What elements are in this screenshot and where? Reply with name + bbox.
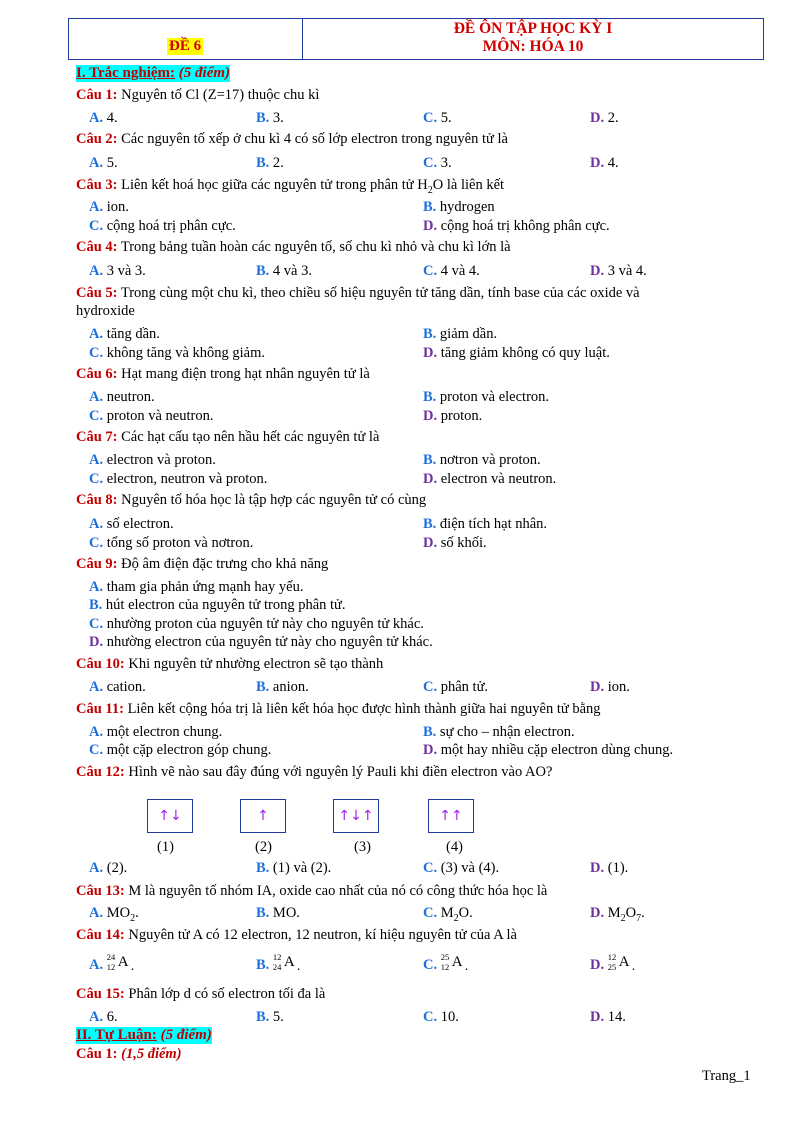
option-c[interactable] xyxy=(423,155,452,172)
question-13 xyxy=(76,883,547,900)
page-footer: Trang_1 xyxy=(702,1068,751,1084)
question-number: Câu 3: xyxy=(76,177,118,193)
question-2 xyxy=(76,131,508,148)
option-letter: B. xyxy=(423,326,437,342)
element-symbol: A xyxy=(283,954,295,970)
option-d[interactable] xyxy=(423,218,610,235)
question-text: Nguyên tử A có 12 electron, 12 neutron, kí hiệu nguyên tử của A là xyxy=(128,927,517,943)
option-text: hút electron của nguyên tử trong phân tử. xyxy=(105,597,346,613)
element-symbol: A xyxy=(117,954,129,970)
question-text: Nguyên tố hóa học là tập hợp các nguyên tử có cùng xyxy=(121,492,427,508)
question-text: Trong bảng tuần hoàn các nguyên tố, số chu kì nhỏ và chu kì lớn là xyxy=(120,239,511,255)
option-letter: D. xyxy=(423,471,438,487)
option-letter: D. xyxy=(590,263,605,279)
option-text: proton và neutron. xyxy=(106,408,214,424)
option-text: cộng hoá trị không phân cực. xyxy=(440,218,610,234)
question-1 xyxy=(76,87,319,104)
exam-title-cell xyxy=(303,19,763,59)
option-letter: C. xyxy=(89,218,104,234)
option-b[interactable] xyxy=(423,452,541,469)
option-text: sự cho – nhận electron. xyxy=(439,724,575,740)
option-text: anion. xyxy=(272,679,309,695)
section-1-heading xyxy=(76,65,230,82)
option-letter: D. xyxy=(423,345,438,361)
question-number: Câu 2: xyxy=(76,131,118,147)
option-c[interactable] xyxy=(423,1009,459,1026)
orbital-box-4: ↑↑ xyxy=(428,799,474,833)
section-2-heading xyxy=(76,1027,212,1044)
option-b[interactable] xyxy=(256,263,312,280)
option-letter: C. xyxy=(423,679,438,695)
option-a[interactable] xyxy=(89,155,118,172)
option-letter: C. xyxy=(423,905,438,921)
atomic-number: 24 xyxy=(272,962,282,972)
option-text: phân tử. xyxy=(440,679,489,695)
option-letter: B. xyxy=(89,597,103,613)
question-number: Câu 14: xyxy=(76,927,125,943)
option-b[interactable] xyxy=(256,860,331,877)
option-a[interactable] xyxy=(89,724,222,741)
option-text: tăng dần. xyxy=(106,326,160,342)
option-letter: D. xyxy=(590,110,605,126)
option-letter: C. xyxy=(423,155,438,171)
option-text: 4 và 4. xyxy=(440,263,480,279)
question-text: Trong cùng một chu kì, theo chiều số hiệu nguyên tử tăng dần, tính base của các oxide và xyxy=(120,285,640,301)
option-letter: C. xyxy=(423,860,438,876)
option-text: điện tích hạt nhân. xyxy=(439,516,548,532)
subscript: 2 xyxy=(130,912,136,924)
option-c[interactable] xyxy=(423,263,480,280)
formula-part: M xyxy=(440,905,454,921)
option-letter: D. xyxy=(590,905,605,921)
option-letter: C. xyxy=(89,616,104,632)
option-b[interactable] xyxy=(89,597,346,614)
period: . xyxy=(130,959,135,974)
option-d[interactable] xyxy=(423,535,487,552)
question-11 xyxy=(76,701,601,718)
option-a[interactable] xyxy=(89,516,174,533)
option-letter: D. xyxy=(590,679,605,695)
essay-question-1 xyxy=(76,1046,182,1063)
formula-part: O xyxy=(625,905,637,921)
subscript: 2 xyxy=(427,184,433,196)
option-letter: C. xyxy=(423,263,438,279)
isotope-symbol xyxy=(608,953,638,973)
option-d[interactable] xyxy=(590,905,645,924)
option-a[interactable] xyxy=(89,860,127,877)
option-c[interactable] xyxy=(89,408,213,425)
option-a[interactable] xyxy=(89,1009,118,1026)
question-number: Câu 11: xyxy=(76,701,124,717)
option-letter: A. xyxy=(89,679,104,695)
option-letter: D. xyxy=(590,860,605,876)
option-letter: B. xyxy=(256,263,270,279)
option-text: 4 và 3. xyxy=(272,263,312,279)
option-c[interactable] xyxy=(423,860,499,877)
option-b[interactable] xyxy=(256,1009,284,1026)
section-1-label: I. Trắc nghiệm: xyxy=(76,65,176,81)
option-text: 3 và 3. xyxy=(106,263,146,279)
option-b[interactable] xyxy=(256,953,303,974)
option-letter: A. xyxy=(89,110,104,126)
option-letter: A. xyxy=(89,579,104,595)
question-9 xyxy=(76,556,328,573)
option-text: (3) và (4). xyxy=(440,860,500,876)
question-number: Câu 4: xyxy=(76,239,118,255)
option-c[interactable] xyxy=(89,345,265,362)
orbital-label-2: (2) xyxy=(255,839,272,855)
option-b[interactable] xyxy=(423,326,497,343)
option-b[interactable] xyxy=(256,155,284,172)
option-text: 3. xyxy=(272,110,284,126)
orbital-box-2: ↑ xyxy=(240,799,286,833)
option-text: electron, neutron và proton. xyxy=(106,471,268,487)
option-text: 4. xyxy=(106,110,118,126)
option-letter: A. xyxy=(89,516,104,532)
option-text: (1). xyxy=(607,860,629,876)
mass-number: 12 xyxy=(272,952,282,962)
option-text: tổng số proton và nơtron. xyxy=(106,535,254,551)
question-text-cont: O là liên kết xyxy=(432,177,505,193)
option-text: số khối. xyxy=(440,535,487,551)
option-letter: B. xyxy=(423,516,437,532)
option-text: (2). xyxy=(106,860,128,876)
exam-subject: MÔN: HÓA 10 xyxy=(482,38,584,55)
section-2-label: II. Tự Luận: xyxy=(76,1027,157,1043)
option-letter: D. xyxy=(89,634,104,650)
option-a[interactable] xyxy=(89,263,146,280)
option-text: 5. xyxy=(106,155,118,171)
period: . xyxy=(296,959,301,974)
option-text: (1) và (2). xyxy=(272,860,332,876)
option-c[interactable] xyxy=(89,535,253,552)
question-text: Phân lớp d có số electron tối đa là xyxy=(128,986,326,1002)
option-d[interactable] xyxy=(590,110,619,127)
mass-number: 24 xyxy=(106,952,116,962)
option-text: 4. xyxy=(607,155,619,171)
option-c[interactable] xyxy=(89,742,271,759)
question-text: Hạt mang điện trong hạt nhân nguyên tử là xyxy=(121,366,370,382)
option-letter: B. xyxy=(423,724,437,740)
option-a[interactable] xyxy=(89,199,129,216)
option-b[interactable] xyxy=(423,199,495,216)
question-text: Liên kết cộng hóa trị là liên kết hóa học được hình thành giữa hai nguyên tử bằng xyxy=(127,701,601,717)
question-14 xyxy=(76,927,517,944)
option-c[interactable] xyxy=(89,218,236,235)
option-d[interactable] xyxy=(590,1009,626,1026)
option-letter: C. xyxy=(89,471,104,487)
option-text: một electron chung. xyxy=(106,724,223,740)
question-3 xyxy=(76,177,504,196)
option-letter: B. xyxy=(256,110,270,126)
question-text: Các hạt cấu tạo nên hầu hết các nguyên tử là xyxy=(121,429,380,445)
option-text: một hay nhiều cặp electron dùng chung. xyxy=(440,742,674,758)
mass-number: 25 xyxy=(440,952,450,962)
question-number: Câu 10: xyxy=(76,656,125,672)
isotope-symbol xyxy=(273,953,303,973)
option-letter: C. xyxy=(89,408,104,424)
option-c[interactable] xyxy=(89,471,267,488)
question-number: Câu 9: xyxy=(76,556,118,572)
isotope-symbol xyxy=(441,953,471,973)
option-text: nhường proton của nguyên tử này cho nguyên tử khác. xyxy=(106,616,424,632)
formula-part: O. xyxy=(458,905,473,921)
option-text: nơtron và proton. xyxy=(439,452,541,468)
option-letter: B. xyxy=(256,860,270,876)
question-text: Hình vẽ nào sau đây đúng với nguyên lý Pauli khi điền electron vào AO? xyxy=(128,764,553,780)
option-letter: B. xyxy=(256,957,270,973)
orbital-label-4: (4) xyxy=(446,839,463,855)
option-text: 2. xyxy=(607,110,619,126)
orbital-label-3: (3) xyxy=(354,839,371,855)
option-text: 14. xyxy=(607,1009,626,1025)
question-number: Câu 1: xyxy=(76,87,118,103)
option-letter: A. xyxy=(89,860,104,876)
option-text: 2. xyxy=(272,155,284,171)
option-letter: D. xyxy=(423,218,438,234)
option-letter: C. xyxy=(89,535,104,551)
exam-code: ĐỀ 6 xyxy=(169,38,202,54)
option-c[interactable] xyxy=(423,953,471,974)
option-text: cộng hoá trị phân cực. xyxy=(106,218,236,234)
option-text: 10. xyxy=(440,1009,459,1025)
formula-part: M xyxy=(607,905,621,921)
orbital-box-3: ↑↓↑ xyxy=(333,799,379,833)
question-number: Câu 8: xyxy=(76,492,118,508)
option-b[interactable] xyxy=(256,679,309,696)
option-b[interactable] xyxy=(423,724,575,741)
option-a[interactable] xyxy=(89,452,216,469)
option-letter: D. xyxy=(423,535,438,551)
formula-part: . xyxy=(135,905,139,921)
option-c[interactable] xyxy=(423,679,488,696)
option-letter: A. xyxy=(89,263,104,279)
option-d[interactable] xyxy=(590,263,647,280)
option-letter: D. xyxy=(423,408,438,424)
question-15 xyxy=(76,986,325,1003)
option-c[interactable] xyxy=(89,616,424,633)
question-text: Nguyên tố Cl (Z=17) thuộc chu kì xyxy=(121,87,320,103)
mass-number: 12 xyxy=(607,952,617,962)
question-5 xyxy=(76,285,640,302)
orbital-label-1: (1) xyxy=(157,839,174,855)
option-text: không tăng và không giảm. xyxy=(106,345,266,361)
option-c[interactable] xyxy=(423,905,473,924)
option-text: giảm dần. xyxy=(439,326,498,342)
option-d[interactable] xyxy=(590,679,630,696)
option-letter: A. xyxy=(89,905,104,921)
option-text: nhường electron của nguyên tử này cho nguyên tử khác. xyxy=(106,634,433,650)
atomic-number: 12 xyxy=(440,962,450,972)
option-letter: C. xyxy=(423,110,438,126)
option-b[interactable] xyxy=(256,110,284,127)
option-d[interactable] xyxy=(423,471,556,488)
question-4 xyxy=(76,239,511,256)
option-letter: B. xyxy=(256,679,270,695)
option-a[interactable] xyxy=(89,579,303,596)
option-text: hydrogen xyxy=(439,199,495,215)
option-letter: B. xyxy=(256,905,270,921)
question-text: Các nguyên tố xếp ở chu kì 4 có số lớp electron trong nguyên tử là xyxy=(121,131,508,147)
subscript: 2 xyxy=(453,912,459,924)
orbital-box-1: ↑↓ xyxy=(147,799,193,833)
option-text: tăng giảm không có quy luật. xyxy=(440,345,610,361)
option-d[interactable] xyxy=(423,408,482,425)
question-number: Câu 13: xyxy=(76,883,125,899)
formula-part: MO xyxy=(106,905,131,921)
question-text: Liên kết hoá học giữa các nguyên tử trong phân tử H xyxy=(121,177,428,193)
period: . xyxy=(631,959,636,974)
formula-part: MO. xyxy=(272,905,300,921)
exam-title: ĐỀ ÔN TẬP HỌC KỲ I xyxy=(453,20,613,37)
option-letter: D. xyxy=(590,155,605,171)
isotope-symbol xyxy=(107,953,137,973)
option-text: cation. xyxy=(106,679,146,695)
option-d[interactable] xyxy=(590,155,619,172)
period: . xyxy=(464,959,469,974)
option-text: proton. xyxy=(440,408,483,424)
option-text: tham gia phản ứng mạnh hay yếu. xyxy=(106,579,304,595)
option-a[interactable] xyxy=(89,389,155,406)
question-number: Câu 5: xyxy=(76,285,118,301)
option-text: 3 và 4. xyxy=(607,263,647,279)
subscript: 7 xyxy=(636,912,642,924)
element-symbol: A xyxy=(618,954,630,970)
option-text: số electron. xyxy=(106,516,174,532)
option-letter: B. xyxy=(256,155,270,171)
option-letter: D. xyxy=(590,957,605,973)
option-letter: A. xyxy=(89,389,104,405)
option-b[interactable] xyxy=(256,905,300,922)
option-text: 6. xyxy=(106,1009,118,1025)
question-8 xyxy=(76,492,426,509)
option-b[interactable] xyxy=(423,389,549,406)
option-letter: B. xyxy=(256,1009,270,1025)
option-a[interactable] xyxy=(89,905,139,924)
question-number: Câu 15: xyxy=(76,986,125,1002)
question-text: Độ âm điện đặc trưng cho khả năng xyxy=(121,556,329,572)
option-b[interactable] xyxy=(423,516,547,533)
option-d[interactable] xyxy=(423,345,610,362)
essay-number: Câu 1: xyxy=(76,1046,118,1062)
option-text: electron và proton. xyxy=(106,452,216,468)
formula-part: . xyxy=(641,905,645,921)
option-text: 5. xyxy=(440,110,452,126)
atomic-number: 25 xyxy=(607,962,617,972)
option-letter: D. xyxy=(423,742,438,758)
option-text: 3. xyxy=(440,155,452,171)
question-number: Câu 7: xyxy=(76,429,118,445)
option-a[interactable] xyxy=(89,326,160,343)
question-text-line2: hydroxide xyxy=(76,303,135,319)
option-c[interactable] xyxy=(423,110,452,127)
question-number: Câu 6: xyxy=(76,366,118,382)
subscript: 2 xyxy=(620,912,626,924)
section-2-points: (5 điểm) xyxy=(160,1027,212,1043)
option-letter: A. xyxy=(89,724,104,740)
question-text: Khi nguyên tử nhường electron sẽ tạo thành xyxy=(128,656,384,672)
option-letter: C. xyxy=(89,742,104,758)
question-7 xyxy=(76,429,379,446)
essay-points: (1,5 điểm) xyxy=(121,1046,182,1062)
option-d[interactable] xyxy=(89,634,433,651)
question-12 xyxy=(76,764,552,781)
question-number: Câu 12: xyxy=(76,764,125,780)
option-letter: A. xyxy=(89,957,104,973)
option-letter: B. xyxy=(423,452,437,468)
option-a[interactable] xyxy=(89,679,146,696)
option-letter: A. xyxy=(89,326,104,342)
option-letter: D. xyxy=(590,1009,605,1025)
option-text: 5. xyxy=(272,1009,284,1025)
option-d[interactable] xyxy=(590,953,638,974)
option-letter: A. xyxy=(89,452,104,468)
option-letter: B. xyxy=(423,199,437,215)
option-text: ion. xyxy=(106,199,129,215)
option-letter: A. xyxy=(89,1009,104,1025)
option-a[interactable] xyxy=(89,953,137,974)
option-text: ion. xyxy=(607,679,630,695)
option-letter: C. xyxy=(423,1009,438,1025)
option-letter: A. xyxy=(89,199,104,215)
question-6 xyxy=(76,366,370,383)
section-1-points: (5 điểm) xyxy=(178,65,231,81)
option-a[interactable] xyxy=(89,110,118,127)
option-letter: C. xyxy=(89,345,104,361)
option-letter: C. xyxy=(423,957,438,973)
element-symbol: A xyxy=(451,954,463,970)
option-text: neutron. xyxy=(106,389,155,405)
option-text: proton và electron. xyxy=(439,389,550,405)
option-d[interactable] xyxy=(590,860,628,877)
question-text: M là nguyên tố nhóm IA, oxide cao nhất của nó có công thức hóa học là xyxy=(128,883,548,899)
option-text: electron và neutron. xyxy=(440,471,557,487)
option-text: một cặp electron góp chung. xyxy=(106,742,272,758)
question-10 xyxy=(76,656,383,673)
atomic-number: 12 xyxy=(106,962,116,972)
option-d[interactable] xyxy=(423,742,673,759)
option-letter: A. xyxy=(89,155,104,171)
option-letter: B. xyxy=(423,389,437,405)
